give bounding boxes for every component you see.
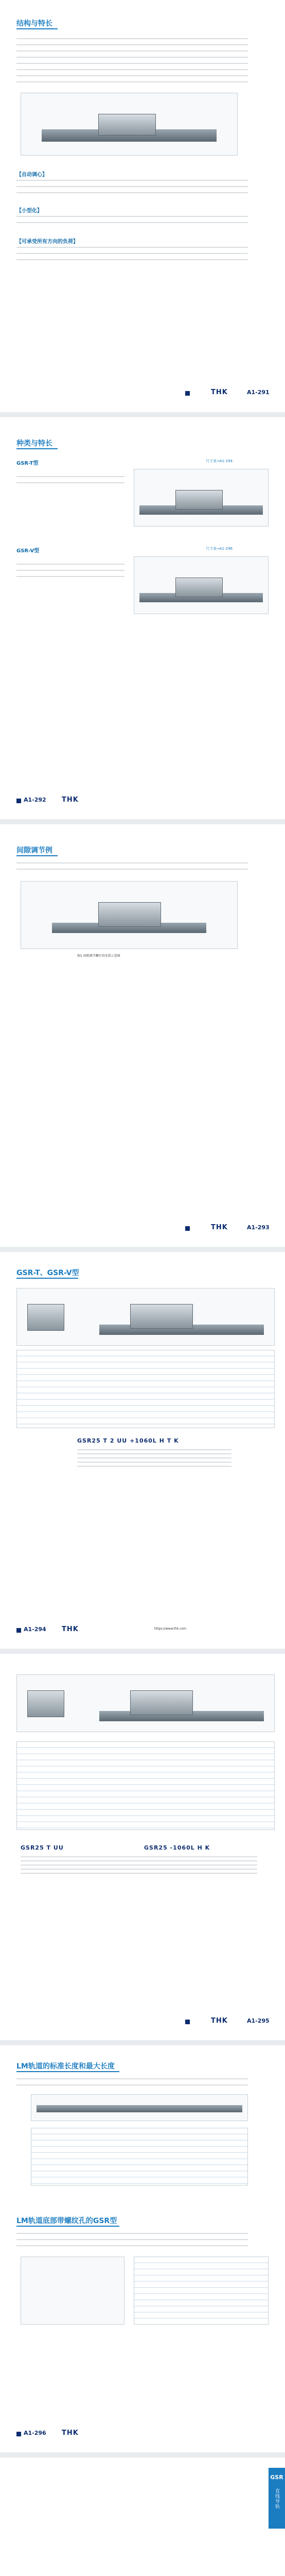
- figure-caption: 图1 间隙调节螺钉的安装示意图: [77, 954, 120, 958]
- page-separator: [0, 1649, 285, 1654]
- title-underline-2: [16, 2226, 119, 2227]
- side-tab-vertical: 直线导轨: [274, 2488, 279, 2509]
- page-7: [0, 2458, 285, 2576]
- gsr-t-paragraph: [16, 474, 124, 486]
- sub-title-self-align: 【自动调心】: [16, 172, 47, 178]
- structure-figure: [21, 93, 238, 156]
- dimension-figure: [16, 1674, 275, 1732]
- title-underline: [16, 1278, 78, 1279]
- footer-page-number: A1-292: [24, 796, 46, 803]
- side-tab-2: [269, 2468, 285, 2529]
- model-code: GSR25 T 2 UU +1060L H T K: [77, 1437, 179, 1444]
- block-section-shape: [27, 1690, 64, 1717]
- page-title: GSR-T、GSR-V型: [16, 1269, 79, 1277]
- tapped-figure: [21, 2257, 124, 2325]
- page-1: [0, 0, 285, 412]
- tapped-paragraph: [16, 2231, 248, 2249]
- footer-logo: THK: [62, 796, 79, 804]
- page-separator: [0, 412, 285, 417]
- footer-url[interactable]: https://www.thk.com: [154, 1627, 186, 1631]
- page-2: [0, 417, 285, 819]
- adjust-paragraph: [16, 860, 248, 873]
- footer-page-number: A1-291: [247, 389, 270, 396]
- page-5: [0, 1654, 285, 2040]
- code-notes: [77, 1448, 231, 1468]
- adjust-figure: [21, 881, 238, 949]
- footer-logo: THK: [62, 1625, 79, 1633]
- spec-link[interactable]: 尺寸表→A1-294: [206, 459, 233, 463]
- footer-logo: THK: [62, 2429, 79, 2437]
- footer-square-icon: [185, 2020, 190, 2024]
- spec-link-2[interactable]: 尺寸表→A1-296: [206, 547, 233, 551]
- sub-title-compact: 【小型化】: [16, 208, 42, 214]
- footer-square-icon: [185, 391, 190, 396]
- footer-page-number: A1-294: [24, 1626, 46, 1633]
- footer-page-number: A1-296: [24, 2430, 46, 2436]
- footer-logo: THK: [211, 1224, 228, 1231]
- page-separator: [0, 2452, 285, 2458]
- gsr-t-figure: [134, 469, 269, 527]
- block-shape: [98, 114, 156, 135]
- block-shape: [130, 1304, 193, 1329]
- rail-length-figure: [31, 2094, 248, 2121]
- tapped-table: [134, 2257, 269, 2325]
- compact-paragraph: [16, 214, 248, 226]
- block-shape: [130, 1690, 193, 1715]
- page-title: 间隙调节例: [16, 846, 52, 855]
- title-underline: [16, 855, 58, 856]
- footer-square-icon: [16, 799, 21, 803]
- block-section-shape: [27, 1304, 64, 1331]
- page-title: 种类与特长: [16, 439, 52, 448]
- intro-paragraph: [16, 36, 248, 86]
- length-paragraph: [16, 2076, 248, 2089]
- footer-square-icon: [185, 1226, 190, 1231]
- footer-logo: THK: [211, 2017, 228, 2025]
- page-3: [0, 824, 285, 1247]
- model-code-1: GSR25 T UU: [21, 1844, 64, 1851]
- gsr-v-paragraph: [16, 562, 124, 580]
- page-title: LM轨道的标准长度和最大长度: [16, 2062, 115, 2071]
- all-direction-paragraph: [16, 245, 248, 263]
- rail-shape: [37, 2105, 242, 2112]
- page-separator: [0, 1247, 285, 1252]
- page-4: [0, 1252, 285, 1649]
- gsr-v-figure: [134, 556, 269, 614]
- footer-page-number: A1-293: [247, 1224, 270, 1231]
- page-title: 结构与特长: [16, 20, 52, 28]
- sub-title-gsr-t: GSR-T型: [16, 461, 39, 466]
- page-separator: [0, 819, 285, 824]
- length-table: [31, 2128, 248, 2185]
- page-6: [0, 2045, 285, 2452]
- side-tab-code: GSR: [270, 2474, 283, 2481]
- block-shape: [98, 902, 161, 927]
- footer-square-icon: [16, 1628, 21, 1633]
- section-title-2: LM轨道底部带螺纹孔的GSR型: [16, 2217, 117, 2225]
- model-code-2: GSR25 -1060L H K: [144, 1844, 210, 1851]
- title-underline: [16, 28, 58, 29]
- self-align-paragraph: [16, 178, 248, 196]
- spec-table: [16, 1741, 275, 1830]
- dimension-figure: [16, 1288, 275, 1346]
- sub-title-all-direction: 【可承受所有方向的负荷】: [16, 239, 78, 245]
- spec-table: [16, 1350, 275, 1428]
- sub-title-gsr-v: GSR-V型: [16, 548, 40, 554]
- block-shape: [175, 578, 223, 597]
- code-notes: [21, 1855, 257, 1875]
- page-separator: [0, 2040, 285, 2045]
- title-underline: [16, 2071, 119, 2072]
- title-underline: [16, 448, 58, 449]
- block-shape: [175, 490, 223, 510]
- footer-square-icon: [16, 2432, 21, 2436]
- footer-logo: THK: [211, 388, 228, 396]
- footer-page-number: A1-295: [247, 2018, 270, 2024]
